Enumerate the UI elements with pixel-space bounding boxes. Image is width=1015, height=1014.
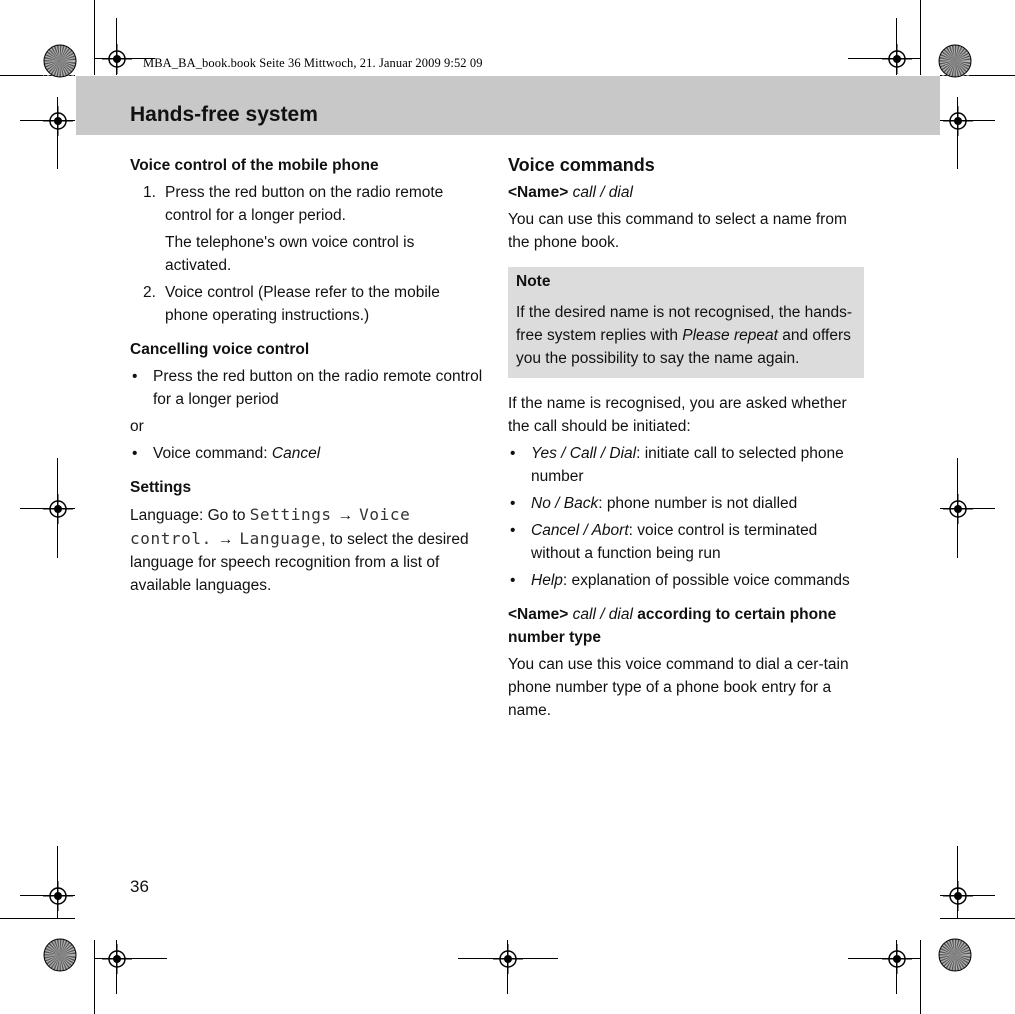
step-text: Press the red button on the radio remote control for a longer period. — [165, 184, 444, 224]
option-command: Cancel / Abort — [531, 522, 629, 539]
page-number: 36 — [130, 877, 149, 896]
bullet-icon: • — [510, 445, 516, 462]
settings-heading: Settings — [130, 479, 192, 496]
note-text-part: and offers you the possibility to say the name again. — [516, 327, 851, 367]
command-2-bold-rest: according to certain phone number type — [508, 606, 837, 646]
command-1-description: You can use this command to select a name from the phone book. — [508, 211, 847, 251]
settings-paragraph — [130, 503, 485, 597]
starburst-mark-icon — [43, 44, 77, 78]
option-description: : initiate call to selected phone number — [531, 445, 844, 485]
step-1 — [130, 181, 485, 277]
bullet-icon: • — [510, 572, 516, 589]
registration-target-icon — [102, 944, 132, 974]
command-text: call / dial — [568, 606, 633, 623]
registration-target-icon — [882, 944, 912, 974]
registration-target-icon — [493, 944, 523, 974]
note-title: Note — [516, 273, 551, 290]
option-item — [508, 492, 864, 515]
recognised-text: If the name is recognised, you are asked whether the call should be initiated: — [508, 395, 847, 435]
step-2 — [130, 281, 485, 327]
starburst-mark-icon — [938, 44, 972, 78]
command-2-title — [508, 603, 864, 649]
step-text: Voice control (Please refer to the mobile phone operating instructions.) — [165, 284, 440, 324]
settings-prefix: Language: Go to — [130, 507, 250, 524]
cancel-bullet-2 — [130, 442, 485, 465]
arrow-right-icon: → — [337, 507, 354, 524]
cancel-bullet-1 — [130, 365, 485, 411]
note-box — [508, 267, 864, 378]
voice-command: Cancel — [271, 445, 321, 462]
option-command: No / Back — [531, 495, 599, 512]
right-column — [508, 154, 864, 722]
book-file-header: MBA_BA_book.book Seite 36 Mittwoch, 21. Januar 2009 9:52 09 — [143, 56, 483, 70]
step-number: 1. — [143, 184, 156, 201]
or-text: or — [130, 418, 144, 435]
menu-settings: Settings — [249, 505, 332, 524]
option-description: : voice control is terminated without a function being run — [531, 522, 818, 562]
left-column — [130, 154, 485, 597]
option-command: Yes / Call / Dial — [531, 445, 637, 462]
settings-suffix: , to select the desired language for speech recognition from a list of available languages. — [130, 531, 469, 594]
step-result: The telephone's own voice control is activated. — [165, 234, 415, 274]
command-2-description: You can use this voice command to dial a cer-tain phone number type of a phone book entry for a name. — [508, 656, 849, 719]
voice-commands-heading: Voice commands — [508, 155, 655, 175]
registration-target-icon — [882, 44, 912, 74]
option-item — [508, 519, 864, 565]
registration-target-icon — [43, 881, 73, 911]
command-text: call / dial — [568, 184, 633, 201]
registration-target-icon — [943, 494, 973, 524]
name-placeholder: <Name> — [508, 184, 569, 201]
registration-target-icon — [43, 106, 73, 136]
menu-voice-control: Voice control. — [130, 505, 411, 548]
note-text-part: If the desired name is not recognised, the hands-free system replies with — [516, 304, 853, 344]
option-item — [508, 569, 864, 592]
starburst-mark-icon — [938, 938, 972, 972]
command-1-title — [508, 181, 864, 204]
note-reply: Please repeat — [682, 327, 778, 344]
registration-target-icon — [102, 44, 132, 74]
step-number: 2. — [143, 284, 156, 301]
page-title: Hands-free system — [130, 103, 318, 126]
registration-target-icon — [943, 106, 973, 136]
bullet-icon: • — [132, 368, 138, 385]
bullet-text: Voice command: — [153, 445, 272, 462]
name-placeholder: <Name> — [508, 606, 569, 623]
voice-control-heading: Voice control of the mobile phone — [130, 157, 379, 174]
menu-language: Language — [239, 529, 322, 548]
registration-target-icon — [43, 494, 73, 524]
option-description: : explanation of possible voice commands — [562, 572, 850, 589]
arrow-right-icon: → — [217, 531, 234, 548]
option-description: : phone number is not dialled — [598, 495, 798, 512]
starburst-mark-icon — [43, 938, 77, 972]
bullet-icon: • — [510, 495, 516, 512]
bullet-text: Press the red button on the radio remote control for a longer period — [153, 368, 483, 408]
option-command: Help — [531, 572, 563, 589]
cancel-heading: Cancelling voice control — [130, 341, 310, 358]
bullet-icon: • — [510, 522, 516, 539]
registration-target-icon — [943, 881, 973, 911]
note-text — [516, 301, 856, 370]
bullet-icon: • — [132, 445, 138, 462]
option-item — [508, 442, 864, 488]
